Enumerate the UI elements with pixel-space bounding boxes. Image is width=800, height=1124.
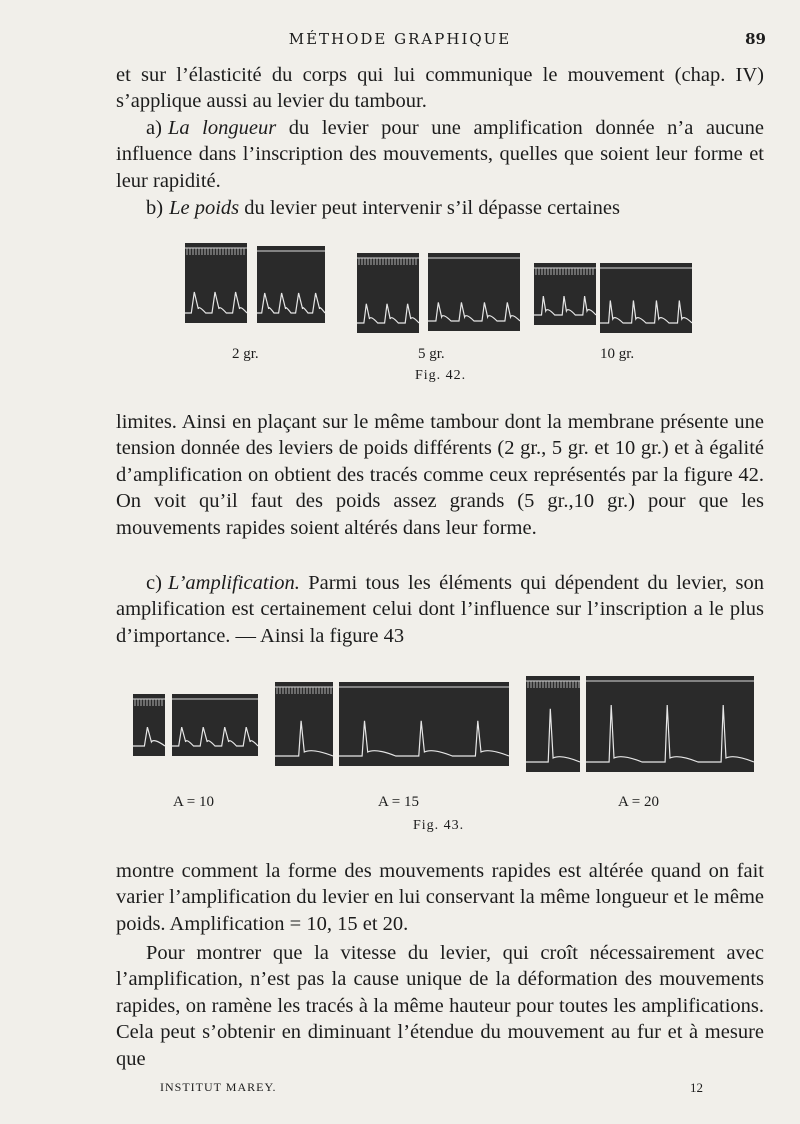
pulse-trace xyxy=(526,709,580,762)
trace-10gr-small xyxy=(534,263,596,325)
trace-10gr-small-drawing xyxy=(534,263,596,325)
trace-2gr-large-drawing xyxy=(257,246,325,323)
trace-5gr-small xyxy=(357,253,419,333)
paragraph-amplification xyxy=(116,570,764,649)
paragraph-length xyxy=(116,115,764,194)
item-label-a: a) xyxy=(146,117,162,139)
pulse-trace xyxy=(339,721,509,756)
term-amplification: L’amplification. xyxy=(167,572,300,594)
item-label-b: b) xyxy=(146,197,164,219)
pulse-trace xyxy=(586,705,754,762)
pulse-trace xyxy=(357,304,419,323)
paragraph-weight-text: du levier peut intervenir s’il dépasse certaines xyxy=(239,197,620,219)
paragraph-limits: limites. Ainsi en plaçant sur le même tambour dont la membrane présente une tension donnée des leviers de poids différents (2 gr., 5 gr. et 10 gr.) et à égalité d’amplification on obtient des tracés comme ceux représentés par la figure 42. On voit qu’il faut des poids assez grands (5 gr.,10 gr.) pour que les mouvements rapides soient altérés dans leur forme. xyxy=(116,411,764,539)
trace-5gr-small-drawing xyxy=(357,253,419,333)
fig43-caption: Fig. 43. xyxy=(413,818,465,833)
term-weight: Le poids xyxy=(169,197,240,219)
trace-10gr-large-drawing xyxy=(600,263,692,333)
trace-a10-large xyxy=(172,694,258,756)
fig42-label-10gr: 10 gr. xyxy=(600,346,635,362)
pulse-trace xyxy=(257,293,325,313)
trace-10gr-large xyxy=(600,263,692,333)
paragraph-form-altered: montre comment la forme des mouvements rapides est altérée quand on fait varier l’amplification du levier en lui conservant la même longueur et le même poids. Amplification = 10, 15 et 20. xyxy=(116,860,764,935)
paragraph-weight xyxy=(116,195,764,221)
pulse-trace xyxy=(600,301,692,324)
trace-a15-large xyxy=(339,682,509,766)
fig43-label-a20: A = 20 xyxy=(618,794,659,810)
footer-institute: INSTITUT MAREY. xyxy=(160,1080,277,1094)
trace-a15-small xyxy=(275,682,333,766)
fig42-label-5gr: 5 gr. xyxy=(418,346,445,362)
trace-a10-large-drawing xyxy=(172,694,258,756)
page-footer xyxy=(0,1080,800,1100)
item-label-c: c) xyxy=(146,572,162,594)
trace-a20-large-drawing xyxy=(586,676,754,772)
fig43-label-a10: A = 10 xyxy=(173,794,214,810)
figure-42 xyxy=(180,238,700,388)
term-length: La longueur xyxy=(167,117,277,139)
trace-a20-large xyxy=(586,676,754,772)
fig42-label-2gr: 2 gr. xyxy=(232,346,259,362)
trace-a10-small xyxy=(133,694,165,756)
fig42-caption: Fig. 42. xyxy=(415,368,467,383)
trace-a20-small xyxy=(526,676,580,772)
figure-43 xyxy=(128,672,768,842)
fig43-label-a15: A = 15 xyxy=(378,794,419,810)
pulse-trace xyxy=(428,302,520,321)
pulse-trace xyxy=(534,296,596,315)
trace-a20-small-drawing xyxy=(526,676,580,772)
pulse-trace xyxy=(185,292,247,313)
trace-2gr-small xyxy=(185,243,247,323)
pulse-trace xyxy=(275,721,333,756)
trace-a15-small-drawing xyxy=(275,682,333,766)
trace-2gr-small-drawing xyxy=(185,243,247,323)
trace-a15-large-drawing xyxy=(339,682,509,766)
pulse-trace xyxy=(172,727,258,746)
trace-5gr-large xyxy=(428,253,520,331)
trace-a10-small-drawing xyxy=(133,694,165,756)
paragraph-speed: Pour montrer que la vitesse du levier, qui croît nécessairement avec l’amplification, n’est pas la cause unique de la déformation des mouvements rapides, on ramène les tracés à la même hauteur pour toutes les amplifications. Cela peut s’obtenir en diminuant l’étendue du mouvement au fur et à mesure que xyxy=(116,942,764,1070)
running-title: MÉTHODE GRAPHIQUE xyxy=(288,30,512,48)
trace-5gr-large-drawing xyxy=(428,253,520,331)
page-number: 89 xyxy=(745,30,766,48)
pulse-trace xyxy=(133,727,165,746)
paragraph-amplification-text: Parmi tous les éléments qui dépendent du levier, son amplification est certainement celui dont l’influence sur l’inscription a le plus d’importance. — Ainsi la figure 43 xyxy=(116,572,764,647)
paragraph-length-text: du levier pour une amplification donnée n’a aucune influence dans l’inscription des mouvements, quelles que soient leur forme et leur rapidité. xyxy=(116,117,764,192)
trace-2gr-large xyxy=(257,246,325,323)
footer-signature: 12 xyxy=(690,1080,703,1095)
paragraph-elasticity: et sur l’élasticité du corps qui lui communique le mouvement (chap. IV) s’applique aussi au levier du tambour. xyxy=(116,64,764,113)
running-head xyxy=(0,28,800,52)
